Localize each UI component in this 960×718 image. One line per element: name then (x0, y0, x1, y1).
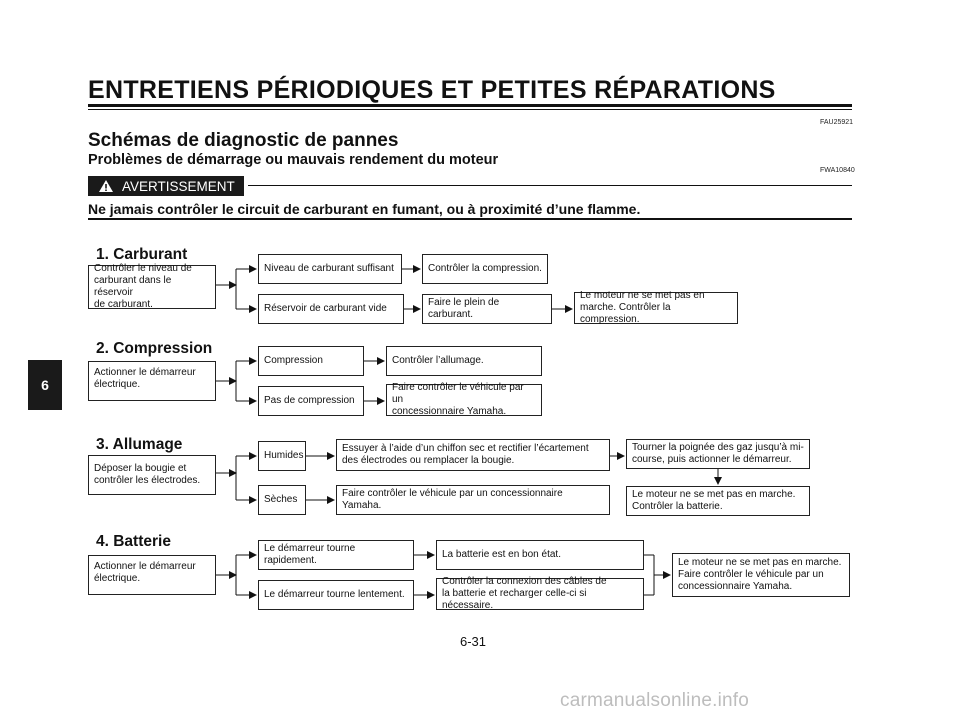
carburant-b2-text: Faire le plein de carburant. (428, 297, 500, 320)
carburant-b1-text: Réservoir de carburant vide (264, 303, 387, 314)
compression-a2-box (386, 346, 542, 376)
carburant-b3-text: Le moteur ne se met pas en marche. Contrôler la compression. (580, 290, 705, 325)
watermark: carmanualsonline.info (560, 690, 750, 711)
compression-b2-text: Faire contrôler le véhicule par un concessionnaire Yamaha. (392, 382, 524, 417)
section-subheading: Problèmes de démarrage ou mauvais rendement du moteur (88, 152, 499, 168)
compression-a1-box (258, 346, 364, 376)
compression-start-text: Actionner le démarreur électrique. (94, 367, 196, 390)
batterie-a1-box (258, 540, 414, 570)
allumage-a2-text: Essuyer à l’aide d’un chiffon sec et rectifier l’écartement des électrodes ou remplacer la bougie. (342, 443, 589, 466)
carburant-b3-box (574, 292, 738, 324)
batterie-end-box (672, 553, 850, 597)
allumage-a3-box (626, 439, 810, 469)
carburant-a1-text: Niveau de carburant suffisant (264, 263, 394, 274)
section-title-allumage: 3. Allumage (96, 436, 183, 453)
carburant-start-box (88, 265, 216, 309)
carburant-b1-box (258, 294, 404, 324)
compression-a1-text: Compression (264, 355, 323, 366)
compression-b1-text: Pas de compression (264, 395, 355, 406)
warning-code: FWA10840 (820, 167, 855, 174)
batterie-a1-text: Le démarreur tourne rapidement. (264, 543, 356, 566)
allumage-b1-box (258, 485, 306, 515)
compression-b1-box (258, 386, 364, 416)
carburant-start-text: Contrôler le niveau de carburant dans le réservoir de carburant. (94, 263, 192, 310)
batterie-b2-box (436, 578, 644, 610)
compression-start-box (88, 361, 216, 401)
allumage-b3-box (626, 486, 810, 516)
allumage-start-text: Déposer la bougie et contrôler les électrodes. (94, 463, 201, 486)
compression-a2-text: Contrôler l’allumage. (392, 355, 484, 366)
ref-code: FAU25921 (820, 119, 854, 126)
allumage-a1-text: Humides (264, 450, 304, 461)
batterie-b1-text: Le démarreur tourne lentement. (264, 589, 405, 600)
section-title-batterie: 4. Batterie (96, 533, 171, 550)
warning-label: AVERTISSEMENT (122, 178, 235, 194)
compression-b2-box (386, 384, 542, 416)
batterie-end-text: Le moteur ne se met pas en marche. Faire contrôler le véhicule par un concessionnaire Yamaha. (678, 557, 842, 592)
allumage-b2-box (336, 485, 610, 515)
page-number: 6-31 (460, 634, 487, 649)
batterie-a2-text: La batterie est en bon état. (442, 549, 561, 560)
batterie-start-text: Actionner le démarreur électrique. (94, 561, 196, 584)
section-title-carburant: 1. Carburant (96, 246, 188, 263)
batterie-b1-box (258, 580, 414, 610)
chapter-tab: 6 (28, 360, 62, 410)
warning-text: Ne jamais contrôler le circuit de carburant en fumant, ou à proximité d’une flamme. (88, 201, 641, 217)
batterie-b2-text: Contrôler la connexion des câbles de la batterie et recharger celle-ci si nécessaire. (442, 576, 607, 611)
page-title: ENTRETIENS PÉRIODIQUES ET PETITES RÉPARATIONS (88, 76, 776, 104)
carburant-b2-box (422, 294, 552, 324)
allumage-a2-box (336, 439, 610, 471)
section-heading: Schémas de diagnostic de pannes (88, 130, 399, 151)
carburant-a2-box (422, 254, 548, 284)
allumage-start-box (88, 455, 216, 495)
allumage-b3-text: Le moteur ne se met pas en marche. Contrôler la batterie. (632, 489, 796, 512)
carburant-a2-text: Contrôler la compression. (428, 263, 542, 274)
carburant-a1-box (258, 254, 402, 284)
batterie-a2-box (436, 540, 644, 570)
allumage-b2-text: Faire contrôler le véhicule par un concessionnaire Yamaha. (342, 488, 563, 511)
allumage-b1-text: Sèches (264, 494, 298, 505)
allumage-a1-box (258, 441, 306, 471)
allumage-a3-text: Tourner la poignée des gaz jusqu’à mi- course, puis actionner le démarreur. (632, 442, 804, 465)
section-title-compression: 2. Compression (96, 340, 213, 357)
batterie-start-box (88, 555, 216, 595)
